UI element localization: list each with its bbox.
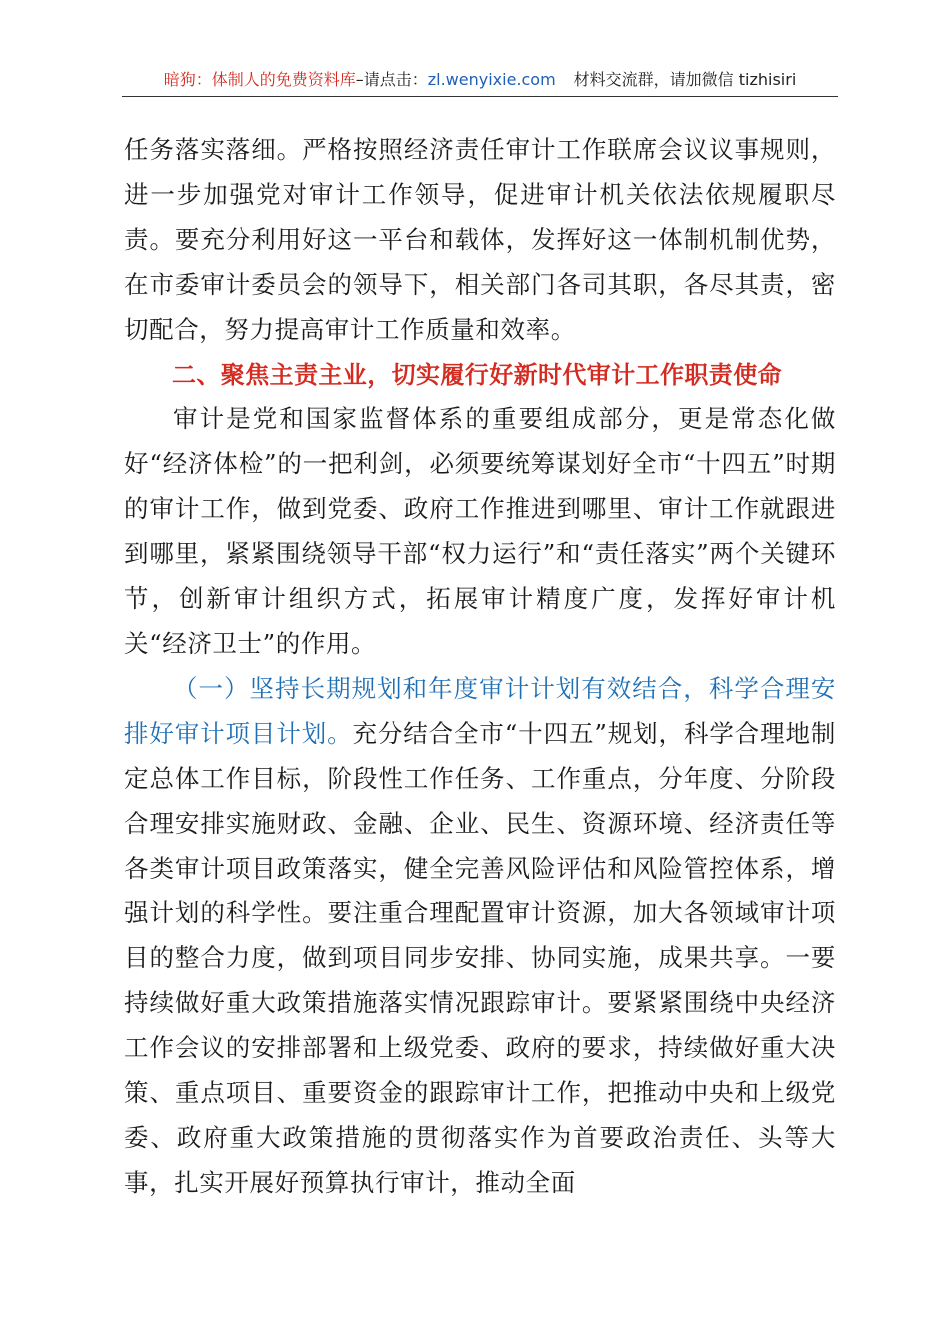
- header-divider: [122, 96, 838, 97]
- document-body: [124, 128, 836, 1206]
- subsection-1-body: 充分结合全市“十四五”规划，科学合理地制定总体工作目标，阶段性工作任务、工作重点，分年度、分阶段合理安排实施财政、金融、企业、民生、资源环境、经济责任等各类审计项目政策落实，健全完善风险评估和风险管控体系，增强计划的科学性。要注重合理配置审计资源，加大各领域审计项目的整合力度，做到项目同步安排、协同实施，成果共享。一要持续做好重大政策措施落实情况跟踪审计。要紧紧围绕中央经济工作会议的安排部署和上级党委、政府的要求，持续做好重大决策、重点项目、重要资金的跟踪审计工作，把推动中央和上级党委、政府重大政策措施的贯彻落实作为首要政治责任、头等大事，扎实开展好预算执行审计，推动全面: [124, 718, 836, 1197]
- page-header: [122, 66, 838, 94]
- subsection-1-title: （一）坚持长期规划和年度审计计划有效结合，科学合理安排好审计项目计划。: [124, 673, 836, 748]
- header-group-text: 材料交流群，请加微信 tizhisiri: [573, 70, 797, 89]
- paragraph-continuation: 任务落实落细。严格按照经济责任审计工作联席会议议事规则，进一步加强党对审计工作领导，促进审计机关依法依规履职尽责。要充分利用好这一平台和载体，发挥好这一体制机制优势，在市委审计委员会的领导下，相关部门各司其职，各尽其责，密切配合，努力提高审计工作质量和效率。: [124, 135, 836, 344]
- header-click-prefix: –请点击：: [355, 70, 428, 89]
- paragraph-section-2-intro: 审计是党和国家监督体系的重要组成部分，更是常态化做好“经济体检”的一把利剑，必须要统筹谋划好全市“十四五”时期的审计工作，做到党委、政府工作推进到哪里、审计工作就跟进到哪里，紧紧围绕领导干部“权力运行”和“责任落实”两个关键环节，创新审计组织方式，拓展审计精度广度，发挥好审计机关“经济卫士”的作用。: [124, 404, 836, 658]
- header-brand: 暗狗：体制人的免费资料库: [163, 70, 356, 89]
- section-heading-2: 二、聚焦主责主业，切实履行好新时代审计工作职责使命: [172, 360, 782, 389]
- header-url-link[interactable]: zl.wenyixie.com: [427, 70, 556, 89]
- paragraph-subsection-1: [124, 667, 836, 1206]
